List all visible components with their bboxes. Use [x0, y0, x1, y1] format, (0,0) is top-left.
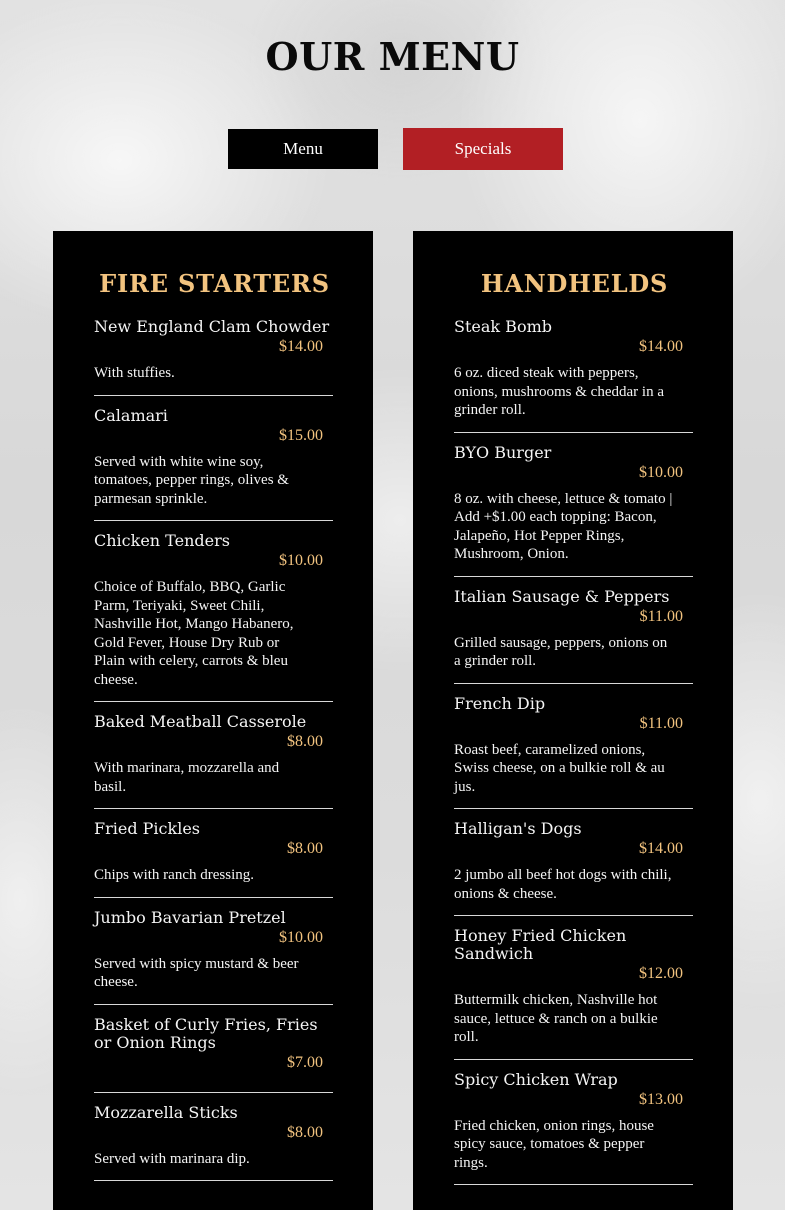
menu-item — [454, 1071, 693, 1186]
menu-item-price: $11.00 — [639, 607, 683, 625]
menu-item-name: Baked Meatball Casserole — [94, 712, 307, 731]
menu-item-name: Chicken Tenders — [94, 531, 230, 550]
menu-item — [454, 588, 693, 684]
menu-item-description: Fried chicken, onion rings, house spicy sauce, tomatoes & pepper rings. — [454, 1117, 654, 1171]
menu-item — [94, 407, 333, 522]
menu-item-list — [94, 318, 333, 1181]
menu-item-name: New England Clam Chowder — [94, 317, 330, 336]
menu-item-name: BYO Burger — [454, 442, 552, 462]
menu-item — [454, 444, 693, 577]
menu-item-price: $14.00 — [639, 840, 683, 857]
menu-item — [94, 318, 333, 396]
page-title: OUR MENU — [265, 34, 520, 79]
menu-item-description: Served with white wine soy, tomatoes, pepper rings, olives & parmesan sprinkle. — [94, 453, 289, 507]
menu-item-price: $14.00 — [279, 338, 323, 355]
menu-item-description: Chips with ranch dressing. — [94, 867, 254, 883]
menu-item-name: Jumbo Bavarian Pretzel — [94, 907, 286, 927]
menu-item-price: $7.00 — [287, 1053, 323, 1071]
menu-item — [94, 1104, 333, 1182]
menu-item-description: With marinara, mozzarella and basil. — [94, 760, 280, 795]
menu-item — [454, 927, 693, 1060]
menu-item-description: Roast beef, caramelized onions, Swiss cheese, on a bulkie roll & au jus. — [454, 741, 665, 795]
menu-item-list — [454, 318, 693, 1185]
menu-card-handhelds — [413, 231, 733, 1210]
menu-item-price: $11.00 — [639, 714, 683, 732]
menu-item — [94, 1016, 333, 1093]
menu-item-price: $8.00 — [287, 1123, 323, 1141]
menu-item-description: 2 jumbo all beef hot dogs with chili, onions & cheese. — [454, 867, 672, 902]
menu-item-name: Basket of Curly Fries, Fries or Onion Rings — [94, 1014, 318, 1052]
menu-item-description: Choice of Buffalo, BBQ, Garlic Parm, Teriyaki, Sweet Chili, Nashville Hot, Mango Habanero, Gold Fever, House Dry Rub or Plain with celery, carrots & bleu cheese. — [94, 579, 294, 688]
menu-item-price: $14.00 — [639, 338, 683, 355]
menu-item — [454, 820, 693, 916]
menu-item — [454, 695, 693, 810]
menu-item — [94, 532, 333, 702]
menu-card-fire-starters — [53, 231, 373, 1210]
menu-item-name: Mozzarella Sticks — [94, 1102, 238, 1122]
menu-item-description: Served with spicy mustard & beer cheese. — [94, 955, 299, 990]
menu-item-name: Spicy Chicken Wrap — [454, 1069, 618, 1089]
menu-item-price: $8.00 — [287, 840, 323, 857]
menu-item — [454, 318, 693, 433]
menu-item-description: Served with marinara dip. — [94, 1150, 250, 1167]
menu-item-description: Grilled sausage, peppers, onions on a grinder roll. — [454, 634, 668, 669]
menu-item-description: Buttermilk chicken, Nashville hot sauce, lettuce & ranch on a bulkie roll. — [454, 992, 658, 1045]
menu-item — [94, 820, 333, 898]
menu-item-name: Steak Bomb — [454, 317, 552, 336]
menu-item-name: Halligan's Dogs — [454, 819, 582, 838]
menu-item-price: $12.00 — [639, 965, 683, 982]
tab-specials[interactable]: Specials — [403, 128, 563, 170]
menu-item-description: 8 oz. with cheese, lettuce & tomato | Add +$1.00 each topping: Bacon, Jalapeño, Hot Pepper Rings, Mushroom, Onion. — [454, 490, 673, 562]
menu-item-price: $8.00 — [287, 733, 323, 750]
menu-item-name: Honey Fried Chicken Sandwich — [454, 926, 627, 963]
menu-item-name: French Dip — [454, 693, 546, 713]
menu-item-description: With stuffies. — [94, 365, 175, 381]
menu-item-price: $10.00 — [279, 928, 323, 946]
menu-item-name: Calamari — [94, 405, 168, 425]
menu-item-price: $10.00 — [279, 552, 323, 569]
menu-item — [94, 713, 333, 809]
tab-menu[interactable]: Menu — [228, 129, 378, 169]
section-heading: FIRE STARTERS — [99, 269, 330, 298]
menu-item-name: Fried Pickles — [94, 819, 200, 838]
menu-item-price: $15.00 — [279, 426, 323, 444]
menu-item — [94, 909, 333, 1005]
section-heading: HANDHELDS — [480, 269, 669, 298]
menu-item-price: $13.00 — [639, 1090, 683, 1108]
menu-item-price: $10.00 — [639, 463, 683, 481]
menu-item-description: 6 oz. diced steak with peppers, onions, mushrooms & cheddar in a grinder roll. — [454, 365, 664, 418]
menu-item-name: Italian Sausage & Peppers — [454, 586, 670, 606]
